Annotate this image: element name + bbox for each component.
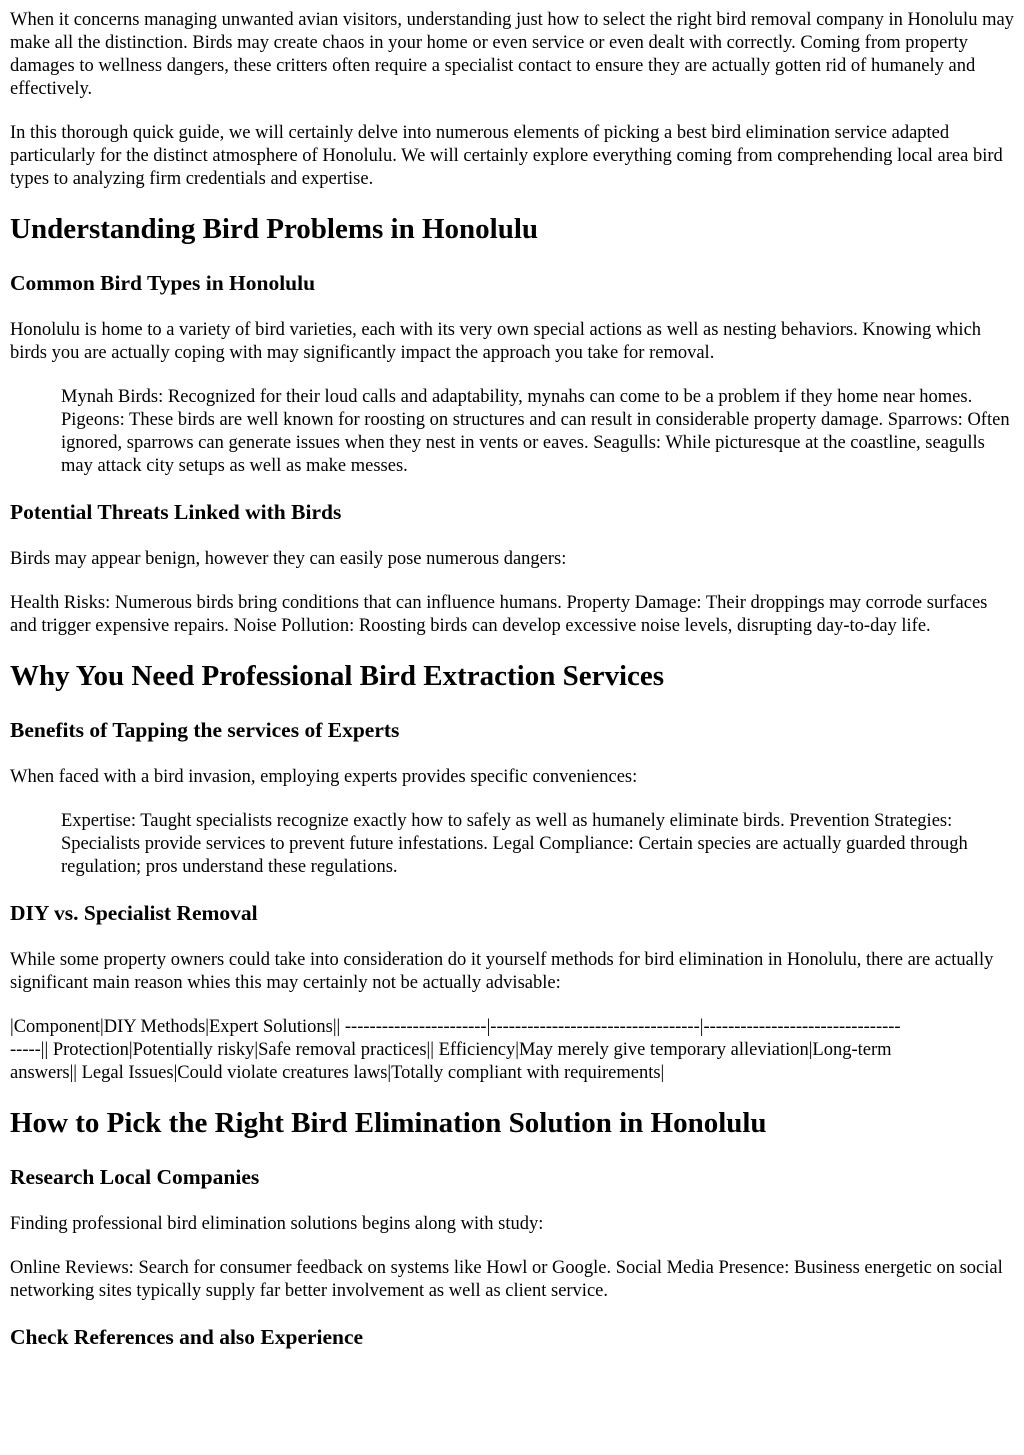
subheading-benefits-experts: Benefits of Tapping the services of Experts [10, 718, 400, 742]
table-text-line-2: -----|| Protection|Potentially risky|Safe removal practices|| Efficiency|May merely give temporary alleviation|Long-term [10, 1040, 892, 1060]
comparison-table-text [10, 1016, 1014, 1085]
paragraph-threats-intro: Birds may appear benign, however they can easily pose numerous dangers: [10, 549, 567, 569]
section-heading-why-professional: Why You Need Professional Bird Extraction Services [10, 660, 665, 692]
paragraph-research-list: Online Reviews: Search for consumer feedback on systems like Howl or Google. Social Media Presence: Business energetic on social networking sites typically supply far better involvement as well as client service. [10, 1258, 1003, 1301]
paragraph-bird-varieties: Honolulu is home to a variety of bird varieties, each with its very own special actions as well as nesting behaviors. Knowing which birds you are actually coping with may significantly impact the approach you take for removal. [10, 320, 982, 363]
intro-paragraph-1: When it concerns managing unwanted avian visitors, understanding just how to select the right bird removal company in Honolulu may make all the distinction. Birds may create chaos in your home or even service or even dealt with correctly. Coming from property damages to wellness dangers, these critters often require a specialist contact to ensure they are actually gotten rid of humanely and effectively. [10, 10, 1014, 99]
subheading-check-references: Check References and also Experience [10, 1325, 364, 1349]
article [0, 9, 1014, 1350]
quote-benefits-list: Expertise: Taught specialists recognize exactly how to safely as well as humanely eliminate birds. Prevention Strategies: Specialists provide services to prevent future infestations. Legal Compliance: Certain species are actually guarded through regulation; pros understand these regulations. [61, 811, 968, 877]
table-text-line-3: answers|| Legal Issues|Could violate creatures laws|Totally compliant with requirements| [10, 1063, 665, 1083]
subheading-research-local: Research Local Companies [10, 1165, 260, 1189]
paragraph-research-intro: Finding professional bird elimination solutions begins along with study: [10, 1214, 544, 1234]
paragraph-diy-intro: While some property owners could take into consideration do it yourself methods for bird elimination in Honolulu, there are actually significant main reason whies this may certainly not be actually advisable: [10, 950, 994, 993]
subheading-diy-vs-specialist: DIY vs. Specialist Removal [10, 901, 258, 925]
subheading-common-bird-types: Common Bird Types in Honolulu [10, 271, 316, 295]
paragraph-benefits-intro: When faced with a bird invasion, employing experts provides specific conveniences: [10, 767, 638, 787]
section-heading-how-to-pick: How to Pick the Right Bird Elimination Solution in Honolulu [10, 1107, 767, 1139]
subheading-potential-threats: Potential Threats Linked with Birds [10, 500, 342, 524]
quote-bird-list: Mynah Birds: Recognized for their loud calls and adaptability, mynahs can come to be a problem if they home near homes. Pigeons: These birds are well known for roosting on structures and can result in considerable property damage. Sparrows: Often ignored, sparrows can generate issues when they nest in vents or eaves. Seagulls: While picturesque at the coastline, seagulls may attack city setups as well as make messes. [61, 387, 1010, 476]
section-heading-understanding: Understanding Bird Problems in Honolulu [10, 213, 539, 245]
table-text-line-1: |Component|DIY Methods|Expert Solutions|| -----------------------|----------------------------------|-------------------------------- [10, 1017, 901, 1037]
intro-paragraph-2: In this thorough quick guide, we will certainly delve into numerous elements of picking a best bird elimination service adapted particularly for the distinct atmosphere of Honolulu. We will certainly explore everything coming from comprehending local area bird types to analyzing firm credentials and expertise. [10, 123, 1003, 189]
paragraph-threats-list: Health Risks: Numerous birds bring conditions that can influence humans. Property Damage: Their droppings may corrode surfaces and trigger expensive repairs. Noise Pollution: Roosting birds can develop excessive noise levels, disrupting day-to-day life. [10, 593, 988, 636]
